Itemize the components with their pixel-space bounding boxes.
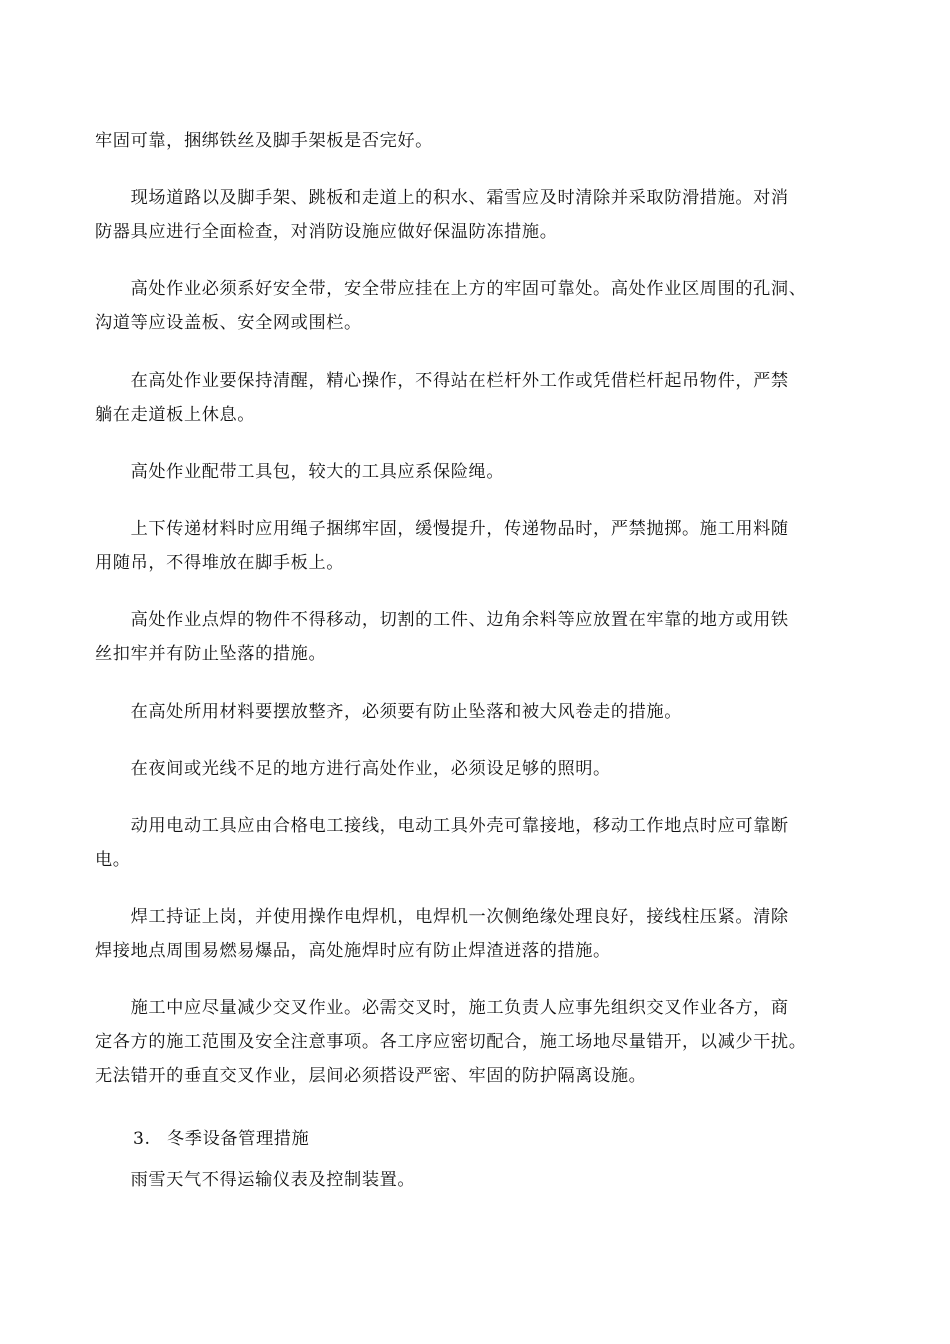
- paragraph: [95, 695, 865, 729]
- paragraph-line: 定各方的施工范围及安全注意事项。各工序应密切配合，施工场地尽量错开，以减少干扰。: [95, 1032, 807, 1052]
- paragraph-line: 防器具应进行全面检查，对消防设施应做好保温防冻措施。: [95, 222, 558, 242]
- paragraph: [95, 512, 865, 580]
- paragraph-line: 沟道等应设盖板、安全网或围栏。: [95, 313, 362, 333]
- paragraph: [95, 364, 865, 432]
- paragraph-line: 电。: [95, 850, 131, 870]
- paragraph: [95, 124, 865, 158]
- paragraph: [95, 900, 865, 968]
- section-title: 冬季设备管理措施: [167, 1129, 310, 1149]
- paragraph-line: 无法错开的垂直交叉作业，层间必须搭设严密、牢固的防护隔离设施。: [95, 1066, 647, 1086]
- paragraph-line: 在夜间或光线不足的地方进行高处作业，必须设足够的照明。: [95, 759, 611, 779]
- paragraph: [95, 991, 865, 1093]
- paragraph-line: 牢固可靠，捆绑铁丝及脚手架板是否完好。: [95, 131, 433, 151]
- paragraph-line: 动用电动工具应由合格电工接线，电动工具外壳可靠接地，移动工作地点时应可靠断: [95, 816, 789, 836]
- paragraph: [95, 455, 865, 489]
- paragraph: [95, 181, 865, 249]
- paragraph-line: 施工中应尽量减少交叉作业。必需交叉时，施工负责人应事先组织交叉作业各方，商: [95, 998, 789, 1018]
- paragraph-line: 高处作业必须系好安全带，安全带应挂在上方的牢固可靠处。高处作业区周围的孔洞、: [95, 279, 807, 299]
- paragraph: [95, 752, 865, 786]
- section-number: 3.: [133, 1129, 151, 1149]
- paragraph-line: 雨雪天气不得运输仪表及控制装置。: [95, 1170, 416, 1190]
- section-heading: [133, 1122, 309, 1156]
- paragraph: [95, 272, 865, 340]
- paragraph: [95, 1163, 865, 1197]
- paragraph-line: 现场道路以及脚手架、跳板和走道上的积水、霜雪应及时清除并采取防滑措施。对消: [95, 188, 789, 208]
- paragraph-line: 焊工持证上岗，并使用操作电焊机，电焊机一次侧绝缘处理良好，接线柱压紧。清除: [95, 907, 789, 927]
- paragraph-line: 上下传递材料时应用绳子捆绑牢固，缓慢提升，传递物品时，严禁抛掷。施工用料随: [95, 519, 789, 539]
- paragraph-line: 丝扣牢并有防止坠落的措施。: [95, 644, 327, 664]
- paragraph-line: 高处作业点焊的物件不得移动，切割的工件、边角余料等应放置在牢靠的地方或用铁: [95, 610, 789, 630]
- paragraph-line: 高处作业配带工具包，较大的工具应系保险绳。: [95, 462, 505, 482]
- paragraph: [95, 603, 865, 671]
- paragraph-line: 用随吊，不得堆放在脚手板上。: [95, 553, 345, 573]
- paragraph-line: 躺在走道板上休息。: [95, 405, 256, 425]
- paragraph-line: 焊接地点周围易燃易爆品，高处施焊时应有防止焊渣迸落的措施。: [95, 941, 611, 961]
- paragraph-line: 在高处所用材料要摆放整齐，必须要有防止坠落和被大风卷走的措施。: [95, 702, 682, 722]
- paragraph: [95, 809, 865, 877]
- paragraph-line: 在高处作业要保持清醒，精心操作，不得站在栏杆外工作或凭借栏杆起吊物件，严禁: [95, 371, 789, 391]
